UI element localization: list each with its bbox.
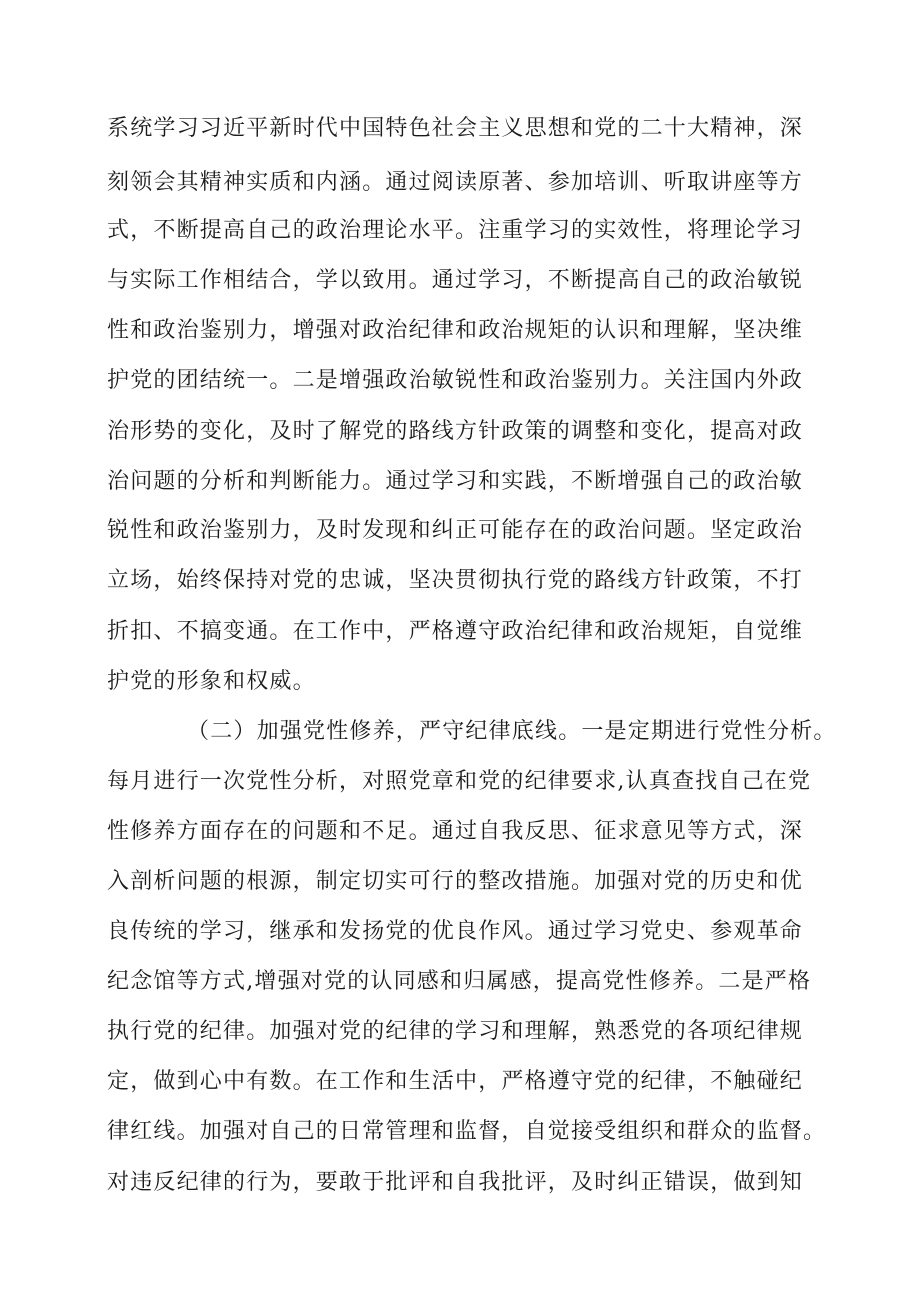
text-line: 入剖析问题的根源，制定切实可行的整改措施。加强对党的历史和优 bbox=[107, 869, 804, 894]
text-line: 立场，始终保持对党的忠诚，坚决贯彻执行党的路线方针政策，不打 bbox=[107, 568, 804, 593]
text-line: 律红线。加强对自己的日常管理和监督，自觉接受组织和群众的监督。 bbox=[107, 1119, 827, 1144]
text-line: 每月进行一次党性分析，对照党章和党的纪律要求,认真查找自己在党 bbox=[107, 769, 812, 794]
text-line: 性和政治鉴别力，增强对政治纪律和政治规矩的认识和理解，坚决维 bbox=[107, 318, 804, 343]
text-line: 纪念馆等方式,增强对党的认同感和归属感，提高党性修养。二是严格 bbox=[107, 969, 812, 994]
text-line: 锐性和政治鉴别力，及时发现和纠正可能存在的政治问题。坚定政治 bbox=[107, 518, 804, 543]
text-line: 治形势的变化，及时了解党的路线方针政策的调整和变化，提高对政 bbox=[107, 419, 804, 444]
text-line: 与实际工作相结合，学以致用。通过学习，不断提高自己的政治敏锐 bbox=[107, 268, 804, 293]
text-line: 护党的团结统一。二是增强政治敏锐性和政治鉴别力。关注国内外政 bbox=[107, 368, 804, 393]
text-line: 定，做到心中有数。在工作和生活中，严格遵守党的纪律，不触碰纪 bbox=[107, 1069, 804, 1094]
text-line: 良传统的学习，继承和发扬党的优良作风。通过学习党史、参观革命 bbox=[107, 919, 804, 944]
text-line: 对违反纪律的行为，要敢于批评和自我批评，及时纠正错误，做到知 bbox=[107, 1170, 804, 1195]
text-line: 执行党的纪律。加强对党的纪律的学习和理解，熟悉党的各项纪律规 bbox=[107, 1019, 804, 1044]
text-line-last: 护党的形象和权威。 bbox=[107, 669, 316, 694]
text-line: 式，不断提高自己的政治理论水平。注重学习的实效性，将理论学习 bbox=[107, 218, 804, 243]
text-line: 治问题的分析和判断能力。通过学习和实践，不断增强自己的政治敏 bbox=[107, 469, 804, 494]
text-line: 系统学习习近平新时代中国特色社会主义思想和党的二十大精神，深 bbox=[107, 116, 804, 141]
text-line: 折扣、不搞变通。在工作中，严格遵守政治纪律和政治规矩，自觉维 bbox=[107, 619, 804, 644]
text-line-first-indented: （二）加强党性修养，严守纪律底线。一是定期进行党性分析。 bbox=[187, 719, 837, 744]
text-line: 性修养方面存在的问题和不足。通过自我反思、征求意见等方式，深 bbox=[107, 819, 804, 844]
text-line: 刻领会其精神实质和内涵。通过阅读原著、参加培训、听取讲座等方 bbox=[107, 170, 804, 195]
